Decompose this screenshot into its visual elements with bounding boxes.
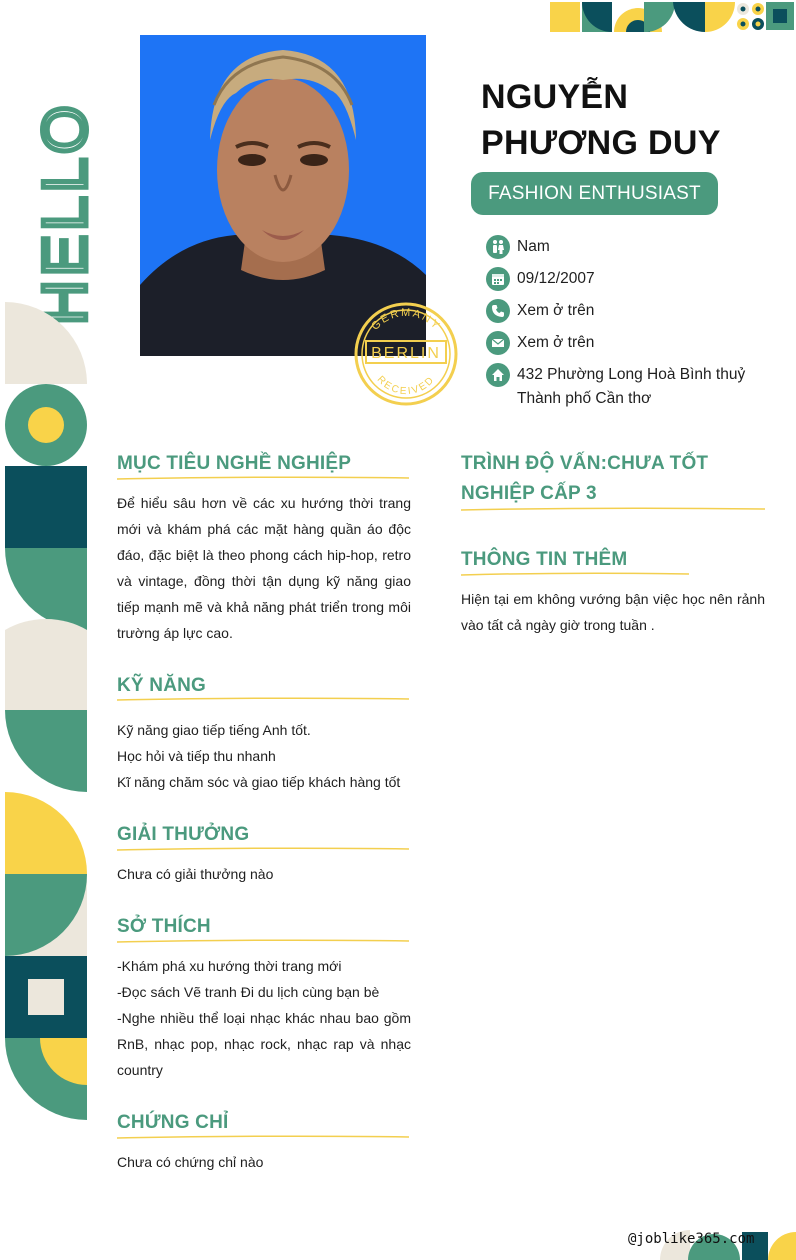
awards-title: GIẢI THƯỞNG bbox=[117, 824, 250, 845]
name-line-1: NGUYỄN bbox=[481, 78, 629, 116]
home-icon bbox=[486, 363, 510, 387]
hobby-item: -Đọc sách Vẽ tranh Đi du lịch cùng bạn bè bbox=[117, 984, 380, 1000]
candidate-name bbox=[481, 74, 781, 166]
address-line-1: 432 Phường Long Hoà Bình thuỷ bbox=[517, 366, 746, 383]
certificates-title: CHỨNG CHỈ bbox=[117, 1112, 229, 1133]
objective-text: Để hiểu sâu hơn về các xu hướng thời trang mới và khám phá các mặt hàng quần áo độc đáo, đặc biệt là theo phong cách hip-hop, retro và vintage, đồng thời tận dụng kỹ năng giao tiếp mạnh mẽ và khả năng phát triển trong môi trường áp lực cao. bbox=[117, 495, 411, 641]
role-badge: FASHION ENTHUSIAST bbox=[471, 172, 718, 215]
skill-item: Kĩ năng chăm sóc và giao tiếp khách hàng tốt bbox=[117, 774, 401, 790]
name-line-2: PHƯƠNG DUY bbox=[481, 124, 721, 162]
watermark-text: @joblike365.com bbox=[628, 1231, 755, 1247]
hobby-item: -Khám phá xu hướng thời trang mới bbox=[117, 958, 342, 974]
hello-vertical-text: HELLO bbox=[31, 101, 100, 325]
contact-dob bbox=[486, 267, 786, 291]
extra-info-title: THÔNG TIN THÊM bbox=[461, 549, 628, 570]
education-title bbox=[461, 449, 761, 509]
gender-icon bbox=[486, 235, 510, 259]
education-title-line-2: NGHIỆP CẤP 3 bbox=[461, 483, 597, 504]
hobby-item: -Nghe nhiều thể loại nhạc khác nhau bao gồm RnB, nhạc pop, nhạc rock, nhạc rap và nhạc country bbox=[117, 1010, 411, 1078]
skills-underline bbox=[117, 696, 409, 702]
stamp-top-text: GERMANY bbox=[369, 306, 443, 333]
address-line-2: Thành phố Cần thơ bbox=[517, 390, 652, 407]
extra-info-underline bbox=[461, 571, 689, 577]
berlin-stamp bbox=[352, 300, 460, 408]
hobbies-underline bbox=[117, 938, 409, 944]
skill-item: Học hỏi và tiếp thu nhanh bbox=[117, 748, 276, 764]
contact-address bbox=[486, 363, 786, 411]
objective-underline bbox=[117, 475, 409, 481]
awards-underline bbox=[117, 846, 409, 852]
top-decorative-shapes bbox=[545, 0, 796, 34]
objective-title: MỤC TIÊU NGHỀ NGHIỆP bbox=[117, 453, 352, 474]
stamp-middle-text: BERLIN bbox=[371, 345, 441, 362]
contact-email bbox=[486, 331, 786, 355]
education-title-line-1: TRÌNH ĐỘ VẤN:CHƯA TỐT bbox=[461, 453, 709, 474]
awards-text: Chưa có giải thưởng nào bbox=[117, 866, 274, 882]
gender-value: Nam bbox=[517, 238, 550, 255]
left-decorative-strip bbox=[0, 0, 100, 1260]
svg-text:RECEIVED bbox=[375, 374, 438, 397]
dob-value: 09/12/2007 bbox=[517, 270, 595, 287]
phone-icon bbox=[486, 299, 510, 323]
certificates-underline bbox=[117, 1134, 409, 1140]
stamp-bottom-text: RECEIVED bbox=[374, 374, 438, 398]
contact-phone bbox=[486, 299, 786, 323]
skill-item: Kỹ năng giao tiếp tiếng Anh tốt. bbox=[117, 722, 311, 738]
email-value: Xem ở trên bbox=[517, 334, 595, 351]
email-icon bbox=[486, 331, 510, 355]
education-underline bbox=[461, 506, 765, 512]
address-value bbox=[517, 363, 745, 411]
contact-gender bbox=[486, 235, 786, 259]
skills-list bbox=[117, 717, 411, 795]
certificates-text: Chưa có chứng chỉ nào bbox=[117, 1154, 264, 1170]
phone-value: Xem ở trên bbox=[517, 302, 595, 319]
skills-title: KỸ NĂNG bbox=[117, 675, 207, 696]
calendar-icon bbox=[486, 267, 510, 291]
extra-info-text: Hiện tại em không vướng bận việc học nên rảnh vào tất cả ngày giờ trong tuần . bbox=[461, 591, 765, 633]
hobbies-list bbox=[117, 953, 411, 1083]
hobbies-title: SỞ THÍCH bbox=[117, 916, 211, 937]
